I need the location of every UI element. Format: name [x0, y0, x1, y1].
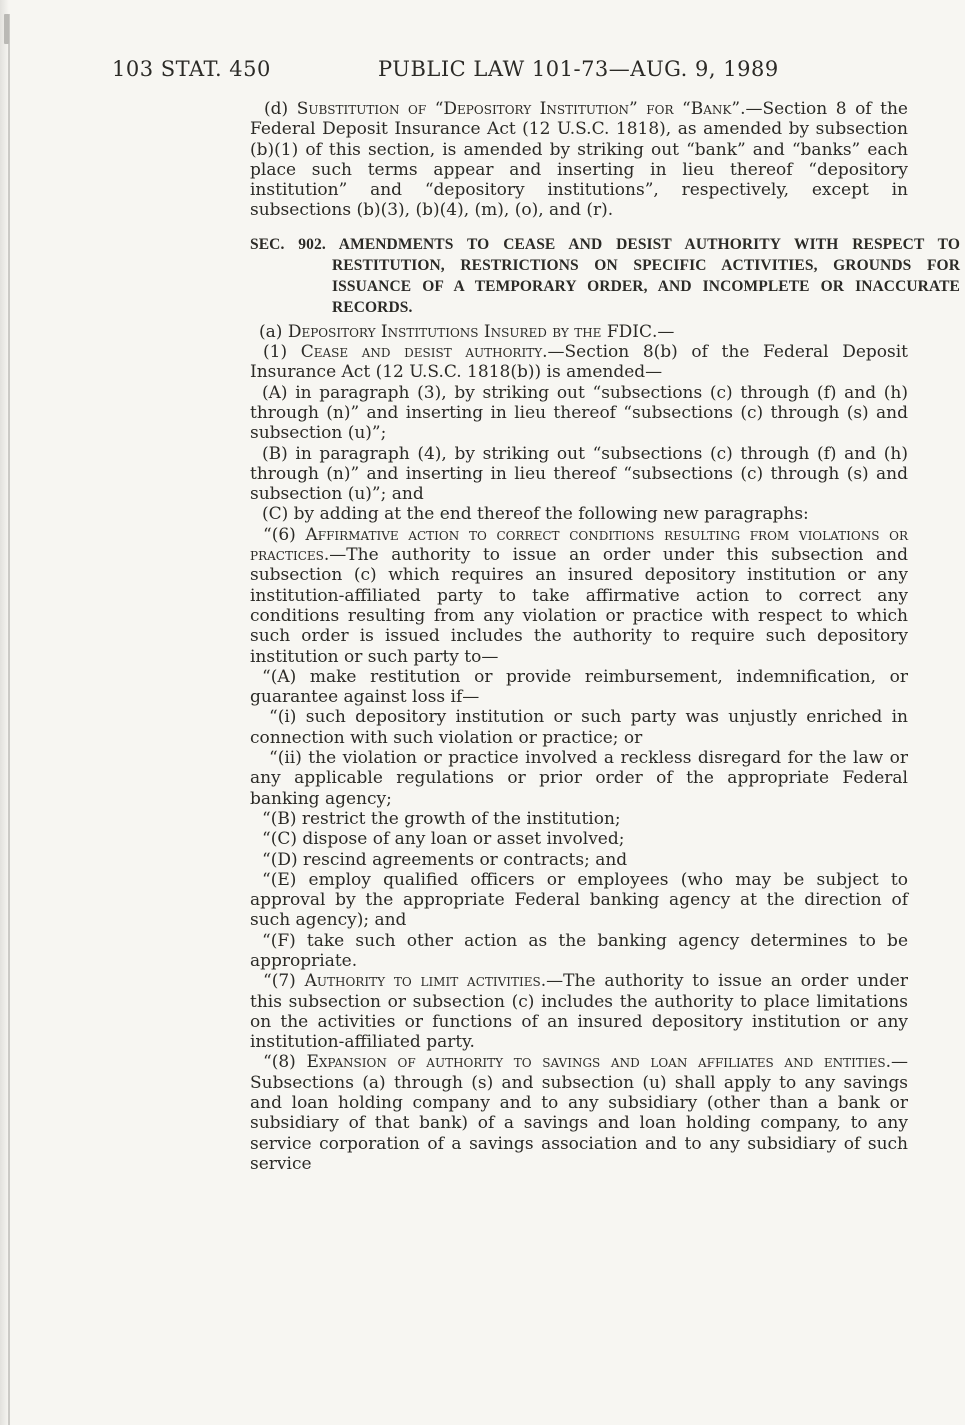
para-6D: “(D) rescind agreements or contracts; and: [262, 849, 628, 870]
statute-page-number: 103 STAT. 450: [112, 57, 271, 81]
para-8: “(8) Expansion of authority to savings and loan affiliates and entities.—Subsections (a) through (s) and subsection (u) shall apply to any savings and loan holding company and to any subsidiary (other than a bank or subsidiary of that bank) of a savings and loan holding company, to any service corporation of a savings association and to any subsidiary of such service: [250, 1052, 908, 1174]
sec-902-heading: SEC. 902. AMENDMENTS TO CEASE AND DESIST AUTHORITY WITH RESPECT TO RESTITUTION, RESTRICTIONS ON SPECIFIC ACTIVITIES, GROUNDS FOR ISSUANCE OF A TEMPORARY ORDER, AND INCOMPLETE OR INACCURATE RECORDS.: [250, 235, 960, 316]
para-d: (d) Substitution of “Depository Institution” for “Bank”.—Section 8 of the Federal Deposit Insurance Act (12 U.S.C. 1818), as amended by subsection (b)(1) of this section, is amended by striking out “bank” and “banks” each place such terms appear and inserting in lieu thereof “depository institution” and “depository institutions”, respectively, except in subsections (b)(3), (b)(4), (m), (o), and (r).: [250, 99, 908, 221]
para-6A: “(A) make restitution or provide reimbursement, indemnification, or guarantee against loss if—: [250, 666, 908, 708]
page-edge-line: [8, 14, 10, 1425]
para-1: (1) Cease and desist authority.—Section 8(b) of the Federal Deposit Insurance Act (12 U.S.C. 1818(b)) is amended—: [250, 342, 909, 383]
para-6E: “(E) employ qualified officers or employees (who may be subject to approval by the appropriate Federal banking agency at the direction of such agency); and: [250, 869, 908, 931]
para-6B: “(B) restrict the growth of the institution;: [262, 808, 621, 829]
para-6A-ii: “(ii) the violation or practice involved a reckless disregard for the law or any applicable regulations or prior order of the appropriate Federal banking agency;: [250, 748, 908, 809]
scan-artifact-mark: [4, 14, 9, 44]
para-7: “(7) Authority to limit activities.—The authority to issue an order under this subsection or subsection (c) includes the authority to place limitations on the activities or functions of an insured depository institution or any institution-affiliated party.: [250, 971, 908, 1053]
para-1B: (B) in paragraph (4), by striking out “subsections (c) through (f) and (h) through (n)” and inserting in lieu thereof “subsections (c) through (s) and subsection (u)”; and: [250, 443, 908, 505]
running-head-law-title: PUBLIC LAW 101-73—AUG. 9, 1989: [378, 57, 779, 81]
para-6: “(6) Affirmative action to correct conditions resulting from violations or practices.—The authority to issue an order under this subsection and subsection (c) which requires an insured depository institution or any institution-affiliated party to take affirmative action to correct any conditions resulting from any violation or practice with respect to which such order is issued includes the authority to require such depository institution or such party to—: [250, 524, 908, 667]
document-body: [250, 99, 960, 1174]
para-6C: “(C) dispose of any loan or asset involved;: [262, 829, 625, 850]
para-1C: (C) by adding at the end thereof the following new paragraphs:: [262, 504, 809, 525]
para-a: (a) Depository Institutions Insured by the FDIC.—: [259, 321, 675, 342]
para-1A: (A) in paragraph (3), by striking out “subsections (c) through (f) and (h) through (n)” and inserting in lieu thereof “subsections (c) through (s) and subsection (u)”;: [250, 382, 908, 444]
para-6F: “(F) take such other action as the banking agency determines to be appropriate.: [250, 930, 908, 971]
para-6A-i: “(i) such depository institution or such party was unjustly enriched in connection with such violation or practice; or: [250, 707, 908, 748]
